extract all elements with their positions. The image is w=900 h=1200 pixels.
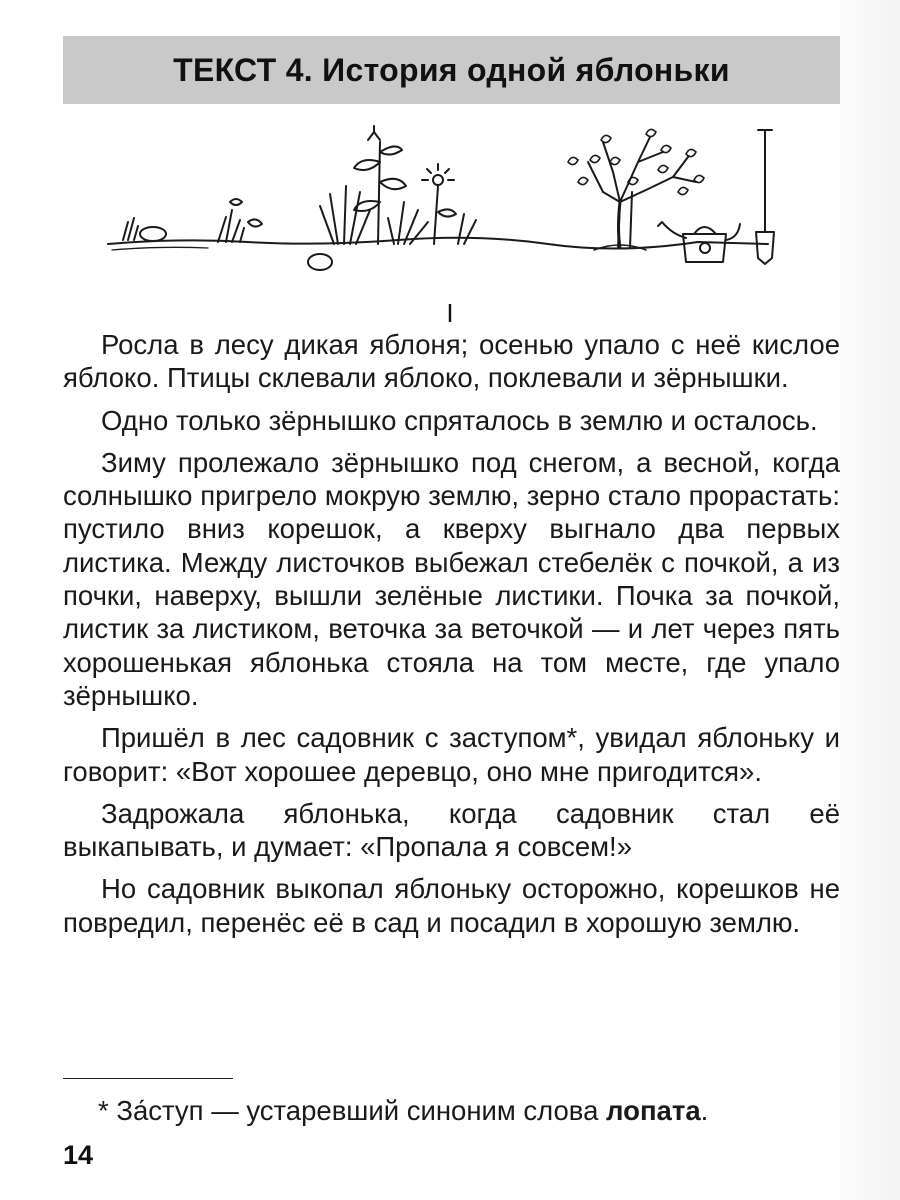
wild-plants-icon xyxy=(123,126,476,244)
paragraph: Задрожала яблонька, когда садовник стал её выкапывать, и думает: «Пропала я совсем!» xyxy=(63,797,840,863)
part-number: I xyxy=(446,298,454,328)
page-edge-shadow xyxy=(840,0,900,1200)
story-text xyxy=(63,328,840,948)
paragraph: Пришёл в лес садовник с заступом*, увидал яблоньку и говорит: «Вот хорошее деревцо, оно мне пригодится». xyxy=(63,722,840,787)
title-bar xyxy=(63,36,840,104)
footnote-term: За́ступ xyxy=(116,1095,204,1126)
footnote-definition: устаревший синоним слова xyxy=(246,1095,599,1126)
apple-tree-icon xyxy=(568,129,704,250)
ground-line xyxy=(108,238,768,249)
page-number: 14 xyxy=(63,1140,94,1170)
footnote-end: . xyxy=(700,1095,709,1126)
paragraph: Одно только зёрнышко спряталось в землю и осталось. xyxy=(101,404,818,436)
paragraph: Росла в лесу дикая яблоня; осенью упало с неё кислое яблоко. Птицы склевали яблоко, поклевали и зёрнышки. xyxy=(63,329,840,394)
paragraph: Но садовник выкопал яблоньку осторожно, корешков не повредил, перенёс её в сад и посадил в хорошую землю. xyxy=(63,873,840,938)
footnote-keyword: лопата xyxy=(606,1095,701,1126)
footnote-dash: — xyxy=(211,1095,239,1126)
page-title: ТЕКСТ 4. История одной яблоньки xyxy=(173,51,730,88)
footnote-marker: * xyxy=(98,1095,109,1126)
stone-icon xyxy=(308,254,332,270)
footnote-divider xyxy=(63,1078,233,1079)
stone-icon xyxy=(140,227,166,241)
illustration xyxy=(98,122,778,282)
footnote xyxy=(98,1094,840,1127)
paragraph: Зиму пролежало зёрнышко под снегом, а весной, когда солнышко пригрело мокрую землю, зерно стало прорастать: пустило вниз корешок, а кверху выгнало два первых листика. Между листочков выбежал стебелёк с почкой, а из почки, наверху, вышли зелёные листики. Почка за почкой, листик за листиком, веточка за веточкой — и лет через пять хорошенькая яблонька стояла на том месте, где упало зёрнышко. xyxy=(63,446,840,711)
